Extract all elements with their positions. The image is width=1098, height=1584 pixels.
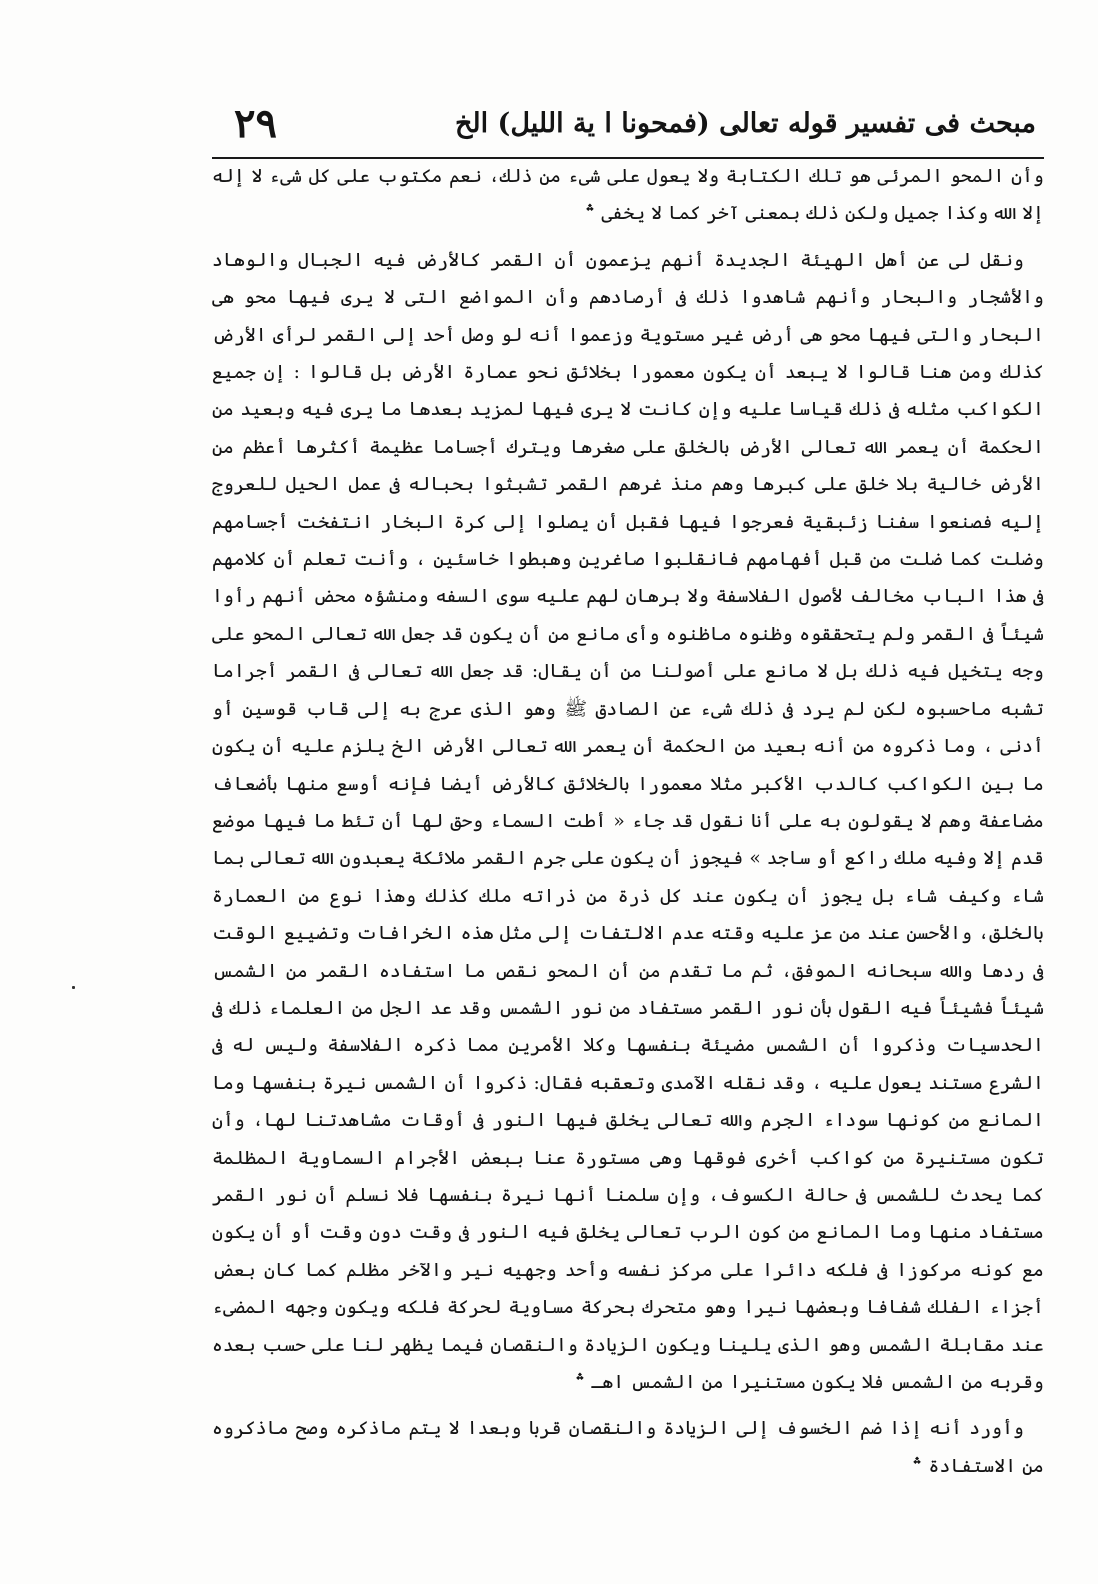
running-title: مبحث فى تفسير قوله تعالى (فمحونا ا ية الليل) الخ — [454, 108, 1036, 139]
margin-dot — [72, 986, 75, 989]
page-header — [212, 100, 1044, 158]
page-number: ٢٩ — [234, 100, 277, 147]
body-text — [212, 158, 1044, 1485]
paragraph-final: وأورد أنه إذا ضم الخسوف إلى الزيادة والنقصان قربا وبعدا لا يتم ماذكره وصح ماذكروه من الاستفادة ؞ — [212, 1418, 1044, 1477]
paragraph-main: ونقل لى عن أهل الهيئة الجديدة أنهم يزعمون أن القمر كالأرض فيه الجبال والوهاد والأشجار والبحار وأنهم شاهدوا ذلك فى أرصادهم وأن المواضع التى لا يرى فيها محو هى البحار والتى فيها محو هى أرض غير مستوية وزعموا أنه لو وصل أحد إلى القمر لرأى الأرض كذلك ومن هنا قالوا لا يبعد أن يكون معمورا بخلائق نحو عمارة الأرض بل قالوا : إن جميع الكواكب مثله فى ذلك قياسا عليه وإن كانت لا يرى فيها لمزيد بعدها ما يرى فيه وبعيد من الحكمة أن يعمر الله تعالى الأرض بالخلق على صغرها ويترك أجساما عظيمة أكثرها أعظم من الأرض خالية بلا خلق على كبرها وهم منذ غرهم القمر تشبثوا بحباله فى عمل الحيل للعروج إليه فصنعوا سفنا زئبقية فعرجوا فيها فقبل أن يصلوا إلى كرة البخار انتفخت أجسامهم وضلت كما ضلت من قبل أفهامهم فانقلبوا صاغرين وهبطوا خاسئين ، وأنت تعلم أن كلامهم فى هذا الباب مخالف لأصول الفلاسفة ولا برهان لهم عليه سوى السفه ومنشؤه محض أنهم رأوا شيئاً فى القمر ولم يتحققوه وظنوه ماظنوه وأى مانع من أن يكون قد جعل الله تعالى المحو على وجه يتخيل فيه ذلك بل لا مانع على أصولنا من أن يقال: قد جعل الله تعالى فى القمر أجراما تشبه ماحسبوه لكن لم يرد فى ذلك شىء عن الصادق ﷺ وهو الذى عرج به إلى قاب قوسين أو أدنى ، وما ذكروه من أنه بعيد من الحكمة أن يعمر الله تعالى الأرض الخ يلزم عليه أن يكون ما بين الكواكب كالدب الأكبر مثلا معمورا بالخلائق كالأرض أيضا فإنه أوسع منها بأضعاف مضاعفة وهم لا يقولون به على أنا نقول قد جاء « أطت السماء وحق لها أن تئط ما فيها موضع قدم إلا وفيه ملك راكع أو ساجد » فيجوز أن يكون على جرم القمر ملائكة يعبدون الله تعالى بما شاء وكيف شاء بل يجوز أن يكون عند كل ذرة من ذراته ملك كذلك وهذا نوع من العمارة بالخلق، والأحسن عند من عز عليه وقته عدم الالتفات إلى مثل هذه الخرافات وتضييع الوقت فى ردها والله سبحانه الموفق، ثم ما تقدم من أن المحو نقص ما استفاده القمر من الشمس شيئاً فشيئاً فيه القول بأن نور القمر مستفاد من نور الشمس وقد عد الجل من العلماء ذلك فى الحدسيات وذكروا أن الشمس مضيئة بنفسها وكلا الأمرين مما ذكره الفلاسفة وليس له فى الشرع مستند يعول عليه ، وقد نقله الآمدى وتعقبه فقال: ذكروا أن الشمس نيرة بنفسها وما المانع من كونها سوداء الجرم والله تعالى يخلق فيها النور فى أوقات مشاهدتنا لها، وأن تكون مستنيرة من كواكب أخرى فوقها وهى مستورة عنا ببعض الأجرام السماوية المظلمة كما يحدث للشمس فى حالة الكسوف، وإن سلمنا أنها نيرة بنفسها فلا نسلم أن نور القمر مستفاد منها وما المانع من كون الرب تعالى يخلق فيه النور فى وقت دون وقت أو أن يكون مع كونه مركوزا فى فلكه دائرا على مركز نفسه وأحد وجهيه نير والآخر مظلم كما كان بعض أجزاء الفلك شفافا وبعضها نيرا وهو متحرك بحركة مساوية لحركة فلكه ويكون وجهه المضىء عند مقابلة الشمس وهو الذى يلينا ويكون الزيادة والنقصان فيما يظهر لنا على حسب بعده وقربه من الشمس فلا يكون مستنيرا من الشمس اهـ ؞ — [212, 249, 1045, 1393]
paragraph-continuation: وأن المحو المرئى هو تلك الكتابة ولا يعول على شىء من ذلك، نعم مكتوب على كل شىء لا إله إلا الله وكذا جميل ولكن ذلك بمعنى آخر كما لا يخفى ؞ — [212, 166, 1044, 225]
